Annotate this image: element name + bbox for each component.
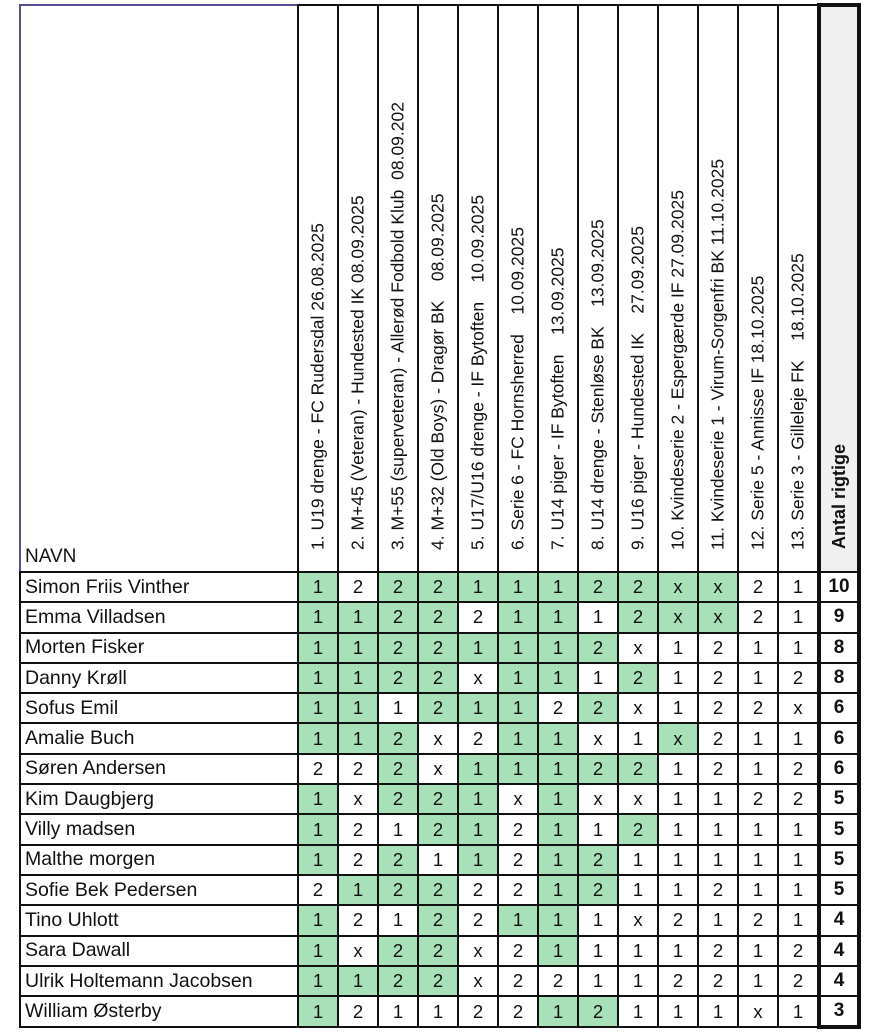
correct-count: 8 bbox=[819, 633, 859, 663]
pick-cell: 2 bbox=[458, 602, 498, 632]
match-label: 13. Serie 3 - Gilleleje FK 18.10.2025 bbox=[787, 252, 808, 550]
match-label: 1. U19 drenge - FC Rudersdal 26.08.2025 bbox=[307, 222, 328, 550]
pick-cell-correct: 1 bbox=[338, 693, 378, 723]
pick-cell: 1 bbox=[778, 633, 819, 663]
table-row bbox=[20, 905, 859, 935]
pick-cell-correct: 2 bbox=[418, 875, 458, 905]
pick-cell: 2 bbox=[338, 754, 378, 784]
table-row bbox=[20, 875, 859, 905]
pick-cell: 1 bbox=[658, 875, 698, 905]
pick-cell-correct: 1 bbox=[538, 633, 578, 663]
header-row bbox=[20, 5, 859, 572]
correct-count: 6 bbox=[819, 693, 859, 723]
pick-cell: 1 bbox=[698, 996, 738, 1027]
pick-cell-correct: 2 bbox=[618, 663, 658, 693]
correct-count: 4 bbox=[819, 905, 859, 935]
pick-cell-correct: x bbox=[698, 602, 738, 632]
table-row bbox=[20, 936, 859, 966]
pick-cell-correct: 2 bbox=[578, 754, 618, 784]
match-label: 10. Kvindeserie 2 - Espergærde IF 27.09.2025 bbox=[667, 189, 688, 550]
pick-cell-correct: 1 bbox=[498, 905, 538, 935]
pick-cell: 1 bbox=[378, 693, 418, 723]
pick-cell-correct: x bbox=[658, 572, 698, 602]
table-row bbox=[20, 602, 859, 632]
participant-name: Villy madsen bbox=[20, 814, 298, 844]
pick-cell: 1 bbox=[778, 814, 819, 844]
pick-cell: 1 bbox=[658, 996, 698, 1027]
pick-cell: 2 bbox=[498, 966, 538, 996]
pick-cell: 1 bbox=[578, 814, 618, 844]
participant-name: Danny Krøll bbox=[20, 663, 298, 693]
pick-cell: 1 bbox=[778, 996, 819, 1027]
pick-cell: x bbox=[618, 905, 658, 935]
pick-cell-correct: 1 bbox=[498, 572, 538, 602]
pick-cell: x bbox=[738, 996, 778, 1027]
match-label: 9. U16 piger - Hundested IK 27.09.2025 bbox=[627, 225, 648, 550]
pick-cell: 2 bbox=[338, 905, 378, 935]
table-row bbox=[20, 996, 859, 1027]
pick-cell-correct: 1 bbox=[298, 966, 338, 996]
match-label: 3. M+55 (superveteran) - Allerød Fodbold Klub 08.09.202 bbox=[387, 101, 408, 550]
pick-cell-correct: 1 bbox=[298, 936, 338, 966]
pick-cell: 1 bbox=[738, 754, 778, 784]
pick-cell: 1 bbox=[418, 996, 458, 1027]
pick-cell: x bbox=[458, 936, 498, 966]
pick-cell: 1 bbox=[618, 936, 658, 966]
pick-cell: 2 bbox=[538, 966, 578, 996]
pick-cell: 1 bbox=[738, 723, 778, 753]
pick-cell-correct: 1 bbox=[298, 905, 338, 935]
pick-cell: 1 bbox=[698, 814, 738, 844]
pick-cell-correct: 2 bbox=[418, 633, 458, 663]
pick-cell: x bbox=[338, 936, 378, 966]
pick-cell-correct: 2 bbox=[378, 572, 418, 602]
match-column-header bbox=[498, 5, 538, 572]
pick-cell: 2 bbox=[698, 633, 738, 663]
pick-cell: 2 bbox=[698, 754, 738, 784]
match-label: 8. U14 drenge - Stenløse BK 13.09.2025 bbox=[587, 218, 608, 550]
pick-cell: x bbox=[338, 784, 378, 814]
participant-name: Morten Fisker bbox=[20, 633, 298, 663]
pick-cell: 2 bbox=[498, 875, 538, 905]
pick-cell: 2 bbox=[458, 905, 498, 935]
pick-cell-correct: 2 bbox=[418, 663, 458, 693]
pick-cell: x bbox=[498, 784, 538, 814]
pick-cell: 1 bbox=[658, 845, 698, 875]
pick-cell-correct: 2 bbox=[418, 936, 458, 966]
pick-cell: 1 bbox=[618, 996, 658, 1027]
pick-cell-correct: 2 bbox=[418, 814, 458, 844]
pick-cell-correct: 1 bbox=[458, 784, 498, 814]
total-column-header bbox=[819, 5, 859, 572]
pick-cell: 1 bbox=[618, 845, 658, 875]
table-row bbox=[20, 845, 859, 875]
pick-cell: 2 bbox=[458, 996, 498, 1027]
match-column-header bbox=[458, 5, 498, 572]
pick-cell: 2 bbox=[338, 572, 378, 602]
pick-cell-correct: 1 bbox=[338, 663, 378, 693]
pick-cell-correct: 1 bbox=[498, 754, 538, 784]
pick-cell: x bbox=[458, 663, 498, 693]
pick-cell-correct: 1 bbox=[498, 602, 538, 632]
pick-cell-correct: 1 bbox=[298, 633, 338, 663]
pick-cell: 2 bbox=[738, 784, 778, 814]
pick-cell-correct: 1 bbox=[458, 633, 498, 663]
pick-cell: 1 bbox=[578, 936, 618, 966]
pick-cell: 1 bbox=[778, 723, 819, 753]
pick-cell: 2 bbox=[498, 814, 538, 844]
pick-cell: 2 bbox=[698, 663, 738, 693]
table-row bbox=[20, 572, 859, 602]
pick-cell-correct: 2 bbox=[418, 905, 458, 935]
correct-count: 4 bbox=[819, 936, 859, 966]
participant-name: Malthe morgen bbox=[20, 845, 298, 875]
pick-cell: 2 bbox=[738, 602, 778, 632]
pick-cell-correct: 1 bbox=[338, 723, 378, 753]
pick-cell: 1 bbox=[658, 784, 698, 814]
correct-count: 6 bbox=[819, 723, 859, 753]
pick-cell: 1 bbox=[378, 996, 418, 1027]
correct-count: 5 bbox=[819, 784, 859, 814]
table-row bbox=[20, 633, 859, 663]
match-label: 6. Serie 6 - FC Hornsherred 10.09.2025 bbox=[507, 226, 528, 550]
pick-cell-correct: 2 bbox=[418, 693, 458, 723]
pick-cell: 1 bbox=[658, 633, 698, 663]
pick-cell: 2 bbox=[298, 875, 338, 905]
table-row bbox=[20, 814, 859, 844]
correct-count: 5 bbox=[819, 875, 859, 905]
pick-cell-correct: 2 bbox=[378, 875, 418, 905]
pick-cell-correct: 1 bbox=[498, 723, 538, 753]
pick-cell: x bbox=[418, 754, 458, 784]
pick-cell-correct: 1 bbox=[538, 754, 578, 784]
match-column-header bbox=[338, 5, 378, 572]
pick-cell: 1 bbox=[658, 693, 698, 723]
pick-cell-correct: 2 bbox=[378, 966, 418, 996]
match-label: 2. M+45 (Veteran) - Hundested IK 08.09.2025 bbox=[347, 194, 368, 550]
pick-cell-correct: 1 bbox=[298, 663, 338, 693]
match-column-header bbox=[538, 5, 578, 572]
correct-count: 3 bbox=[819, 996, 859, 1027]
pick-cell: 1 bbox=[778, 875, 819, 905]
pick-cell-correct: 1 bbox=[538, 845, 578, 875]
pick-cell-correct: 2 bbox=[418, 966, 458, 996]
pick-cell: 1 bbox=[698, 784, 738, 814]
pick-cell-correct: 2 bbox=[378, 633, 418, 663]
pick-cell-correct: 1 bbox=[458, 572, 498, 602]
pick-cell-correct: 2 bbox=[618, 814, 658, 844]
table-row bbox=[20, 754, 859, 784]
match-label: 12. Serie 5 - Annisse IF 18.10.2025 bbox=[747, 275, 768, 550]
name-column-header bbox=[20, 5, 298, 572]
match-column-header bbox=[578, 5, 618, 572]
pick-cell: 1 bbox=[378, 905, 418, 935]
pick-cell-correct: 1 bbox=[298, 784, 338, 814]
pick-cell-correct: x bbox=[658, 602, 698, 632]
pick-cell: 2 bbox=[698, 966, 738, 996]
pick-cell: 1 bbox=[738, 633, 778, 663]
participant-name: Sara Dawall bbox=[20, 936, 298, 966]
pick-cell-correct: 2 bbox=[378, 845, 418, 875]
pick-cell-correct: x bbox=[658, 723, 698, 753]
pick-cell: 2 bbox=[658, 905, 698, 935]
pick-cell: 2 bbox=[298, 754, 338, 784]
match-column-header bbox=[298, 5, 338, 572]
correct-count: 10 bbox=[819, 572, 859, 602]
participant-name: Søren Andersen bbox=[20, 754, 298, 784]
participant-name: William Østerby bbox=[20, 996, 298, 1027]
pick-cell-correct: x bbox=[698, 572, 738, 602]
pick-cell-correct: 1 bbox=[298, 572, 338, 602]
pick-cell-correct: 1 bbox=[538, 784, 578, 814]
pick-cell: 1 bbox=[578, 663, 618, 693]
pick-cell-correct: 1 bbox=[498, 663, 538, 693]
pick-cell-correct: 2 bbox=[578, 845, 618, 875]
pick-cell-correct: 1 bbox=[538, 572, 578, 602]
pick-cell: 1 bbox=[658, 936, 698, 966]
participant-name: Simon Friis Vinther bbox=[20, 572, 298, 602]
pick-cell-correct: 1 bbox=[458, 845, 498, 875]
pick-cell: 2 bbox=[498, 936, 538, 966]
results-table bbox=[19, 3, 861, 1029]
pick-cell: 1 bbox=[658, 754, 698, 784]
pick-cell: 2 bbox=[498, 996, 538, 1027]
pick-cell: 1 bbox=[578, 966, 618, 996]
match-label: 5. U17/U16 drenge - IF Bytoften 10.09.2025 bbox=[467, 194, 488, 550]
pick-cell-correct: 2 bbox=[578, 633, 618, 663]
pick-cell: 1 bbox=[618, 723, 658, 753]
total-header-label: Antal rigtige bbox=[829, 443, 849, 549]
pick-cell-correct: 2 bbox=[378, 602, 418, 632]
pick-cell: 1 bbox=[578, 602, 618, 632]
match-column-header bbox=[738, 5, 778, 572]
pick-cell: 2 bbox=[698, 723, 738, 753]
pick-cell-correct: 1 bbox=[298, 723, 338, 753]
pick-cell-correct: 1 bbox=[338, 875, 378, 905]
participant-name: Kim Daugbjerg bbox=[20, 784, 298, 814]
pick-cell: x bbox=[458, 966, 498, 996]
pick-cell-correct: 2 bbox=[378, 784, 418, 814]
pick-cell-correct: 1 bbox=[458, 754, 498, 784]
pick-cell: x bbox=[618, 693, 658, 723]
pick-cell: 1 bbox=[738, 814, 778, 844]
pick-cell: 1 bbox=[738, 875, 778, 905]
pick-cell: 2 bbox=[338, 845, 378, 875]
participant-name: Amalie Buch bbox=[20, 723, 298, 753]
pick-cell: 2 bbox=[698, 693, 738, 723]
participant-name: Tino Uhlott bbox=[20, 905, 298, 935]
match-label: 7. U14 piger - IF Bytoften 13.09.2025 bbox=[547, 246, 568, 550]
pick-cell: 1 bbox=[778, 845, 819, 875]
pick-cell-correct: 2 bbox=[578, 875, 618, 905]
pick-cell-correct: 1 bbox=[538, 814, 578, 844]
table-row bbox=[20, 723, 859, 753]
pick-cell: 2 bbox=[738, 572, 778, 602]
table-row bbox=[20, 784, 859, 814]
pick-cell: 2 bbox=[778, 754, 819, 784]
pick-cell-correct: 2 bbox=[418, 602, 458, 632]
participant-name: Ulrik Holtemann Jacobsen bbox=[20, 966, 298, 996]
pick-cell-correct: 1 bbox=[498, 693, 538, 723]
table-row bbox=[20, 663, 859, 693]
match-label: 4. M+32 (Old Boys) - Dragør BK 08.09.2025 bbox=[427, 193, 448, 550]
pick-cell: 1 bbox=[578, 905, 618, 935]
match-column-header bbox=[418, 5, 458, 572]
name-header-label: NAVN bbox=[25, 546, 77, 567]
pick-cell: 2 bbox=[458, 875, 498, 905]
table-row bbox=[20, 966, 859, 996]
pick-cell-correct: 1 bbox=[458, 693, 498, 723]
pick-cell-correct: 2 bbox=[418, 784, 458, 814]
pick-cell: 2 bbox=[738, 905, 778, 935]
pick-cell: 1 bbox=[738, 936, 778, 966]
pick-cell-correct: 1 bbox=[538, 663, 578, 693]
match-column-header bbox=[778, 5, 819, 572]
table-row bbox=[20, 693, 859, 723]
correct-count: 5 bbox=[819, 845, 859, 875]
correct-count: 6 bbox=[819, 754, 859, 784]
pick-cell: 1 bbox=[618, 966, 658, 996]
pick-cell-correct: 1 bbox=[538, 602, 578, 632]
pick-cell-correct: 1 bbox=[298, 845, 338, 875]
pick-cell: 1 bbox=[738, 966, 778, 996]
pick-cell: 2 bbox=[778, 936, 819, 966]
pick-cell-correct: 2 bbox=[578, 572, 618, 602]
table-body bbox=[20, 572, 859, 1027]
pick-cell-correct: 2 bbox=[378, 754, 418, 784]
pick-cell-correct: 1 bbox=[298, 814, 338, 844]
pick-cell-correct: 2 bbox=[578, 693, 618, 723]
pick-cell: 2 bbox=[338, 814, 378, 844]
correct-count: 5 bbox=[819, 814, 859, 844]
pick-cell-correct: 1 bbox=[538, 875, 578, 905]
pick-cell-correct: 1 bbox=[298, 602, 338, 632]
pick-cell-correct: 1 bbox=[298, 693, 338, 723]
pick-cell: x bbox=[618, 784, 658, 814]
pick-cell-correct: 2 bbox=[378, 723, 418, 753]
match-column-header bbox=[378, 5, 418, 572]
pick-cell-correct: 2 bbox=[618, 602, 658, 632]
pick-cell: 2 bbox=[698, 936, 738, 966]
pick-cell: 1 bbox=[738, 663, 778, 693]
pick-cell: 2 bbox=[338, 996, 378, 1027]
pick-cell: 2 bbox=[778, 966, 819, 996]
pick-cell-correct: 1 bbox=[338, 966, 378, 996]
correct-count: 9 bbox=[819, 602, 859, 632]
pick-cell: 1 bbox=[738, 845, 778, 875]
pick-cell-correct: 1 bbox=[538, 723, 578, 753]
pick-cell-correct: 1 bbox=[538, 905, 578, 935]
pick-cell-correct: 1 bbox=[538, 936, 578, 966]
pick-cell: x bbox=[578, 723, 618, 753]
pick-cell-correct: 1 bbox=[298, 996, 338, 1027]
participant-name: Sofie Bek Pedersen bbox=[20, 875, 298, 905]
pick-cell: 1 bbox=[658, 814, 698, 844]
pick-cell-correct: 2 bbox=[418, 572, 458, 602]
pick-cell: 2 bbox=[738, 693, 778, 723]
pick-cell: 2 bbox=[658, 966, 698, 996]
pick-cell-correct: 1 bbox=[338, 602, 378, 632]
correct-count: 8 bbox=[819, 663, 859, 693]
pick-cell: 1 bbox=[698, 905, 738, 935]
match-column-header bbox=[658, 5, 698, 572]
pick-cell: x bbox=[578, 784, 618, 814]
pick-cell-correct: 2 bbox=[618, 572, 658, 602]
pick-cell: 1 bbox=[378, 814, 418, 844]
pick-cell-correct: 2 bbox=[378, 936, 418, 966]
pick-cell: x bbox=[778, 693, 819, 723]
pick-cell: 2 bbox=[698, 875, 738, 905]
match-column-header bbox=[618, 5, 658, 572]
pick-cell: 2 bbox=[538, 693, 578, 723]
pick-cell-correct: 1 bbox=[338, 633, 378, 663]
pick-cell-correct: 1 bbox=[538, 996, 578, 1027]
pick-cell: x bbox=[418, 723, 458, 753]
pick-cell: 1 bbox=[778, 905, 819, 935]
tipping-sheet bbox=[19, 3, 861, 1029]
pick-cell: x bbox=[618, 633, 658, 663]
pick-cell: 1 bbox=[418, 845, 458, 875]
pick-cell: 1 bbox=[658, 663, 698, 693]
pick-cell: 1 bbox=[698, 845, 738, 875]
pick-cell-correct: 2 bbox=[378, 663, 418, 693]
pick-cell-correct: 2 bbox=[578, 996, 618, 1027]
pick-cell: 1 bbox=[778, 572, 819, 602]
match-label: 11. Kvindeserie 1 - Virum-Sorgenfri BK 11.10.2025 bbox=[707, 158, 728, 550]
pick-cell: 2 bbox=[458, 723, 498, 753]
match-column-header bbox=[698, 5, 738, 572]
pick-cell-correct: 1 bbox=[458, 814, 498, 844]
pick-cell: 2 bbox=[498, 845, 538, 875]
pick-cell: 1 bbox=[778, 602, 819, 632]
participant-name: Sofus Emil bbox=[20, 693, 298, 723]
correct-count: 4 bbox=[819, 966, 859, 996]
pick-cell-correct: 1 bbox=[498, 633, 538, 663]
pick-cell: 2 bbox=[778, 784, 819, 814]
participant-name: Emma Villadsen bbox=[20, 602, 298, 632]
pick-cell: 1 bbox=[618, 875, 658, 905]
pick-cell: 2 bbox=[778, 663, 819, 693]
pick-cell-correct: 2 bbox=[618, 754, 658, 784]
